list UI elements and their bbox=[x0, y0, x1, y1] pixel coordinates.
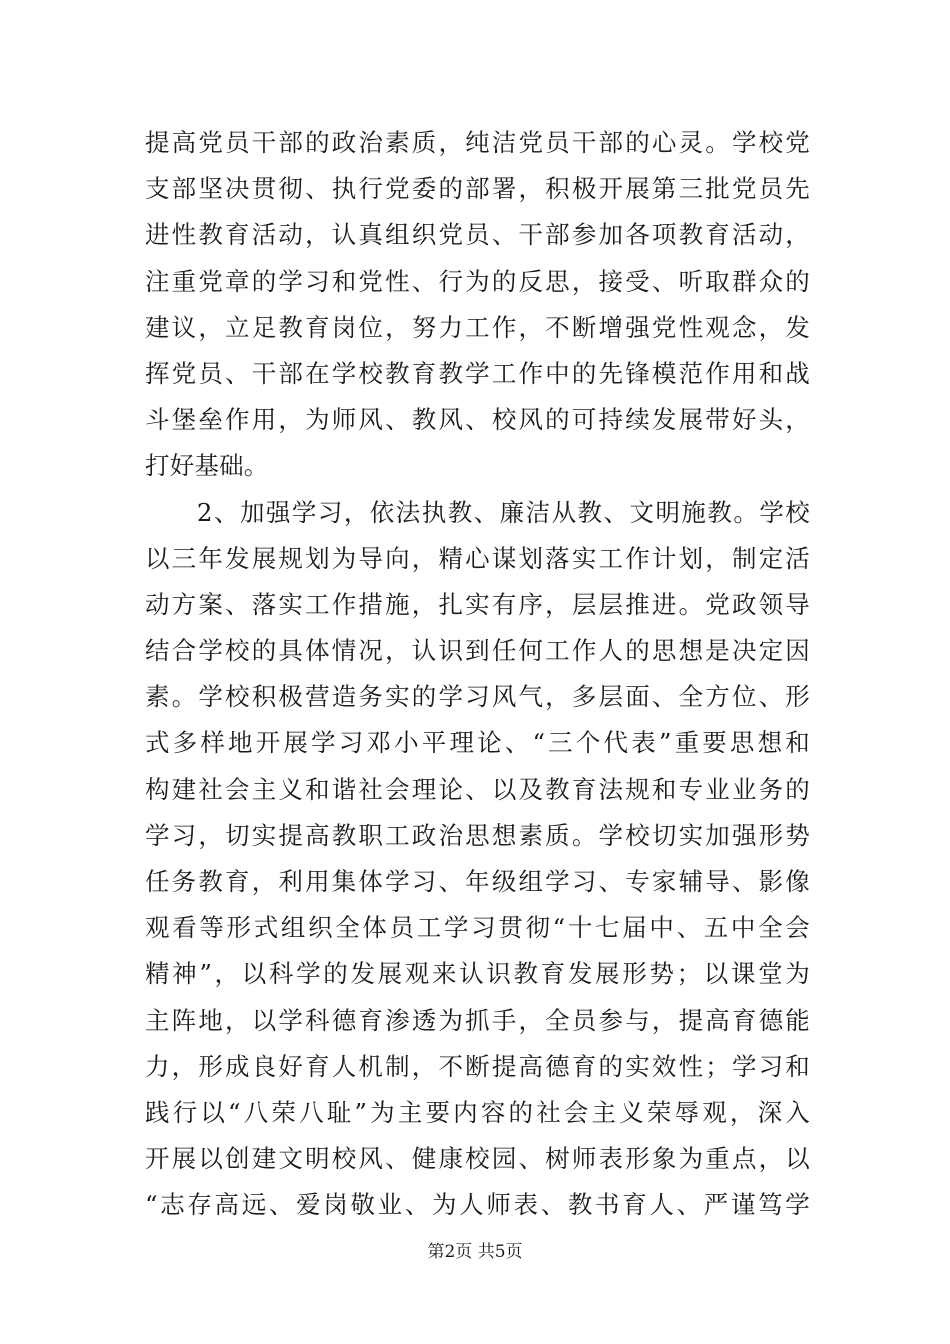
text-line: 素。学校积极营造务实的学习风气，多层面、全方位、形 bbox=[145, 682, 810, 712]
text-line: 力，形成良好育人机制，不断提高德育的实效性；学习和 bbox=[145, 1051, 810, 1081]
text-line: 观看等形式组织全体员工学习贯彻“十七届中、五中全会 bbox=[145, 913, 810, 943]
page-number-footer: 第2页 共5页 bbox=[427, 1242, 523, 1262]
text-line: 支部坚决贯彻、执行党委的部署，积极开展第三批党员先 bbox=[145, 174, 810, 204]
text-line: 主阵地，以学科德育渗透为抓手，全员参与，提高育德能 bbox=[145, 1005, 810, 1035]
document-body bbox=[145, 120, 810, 1229]
text-line: 2、加强学习，依法执教、廉洁从教、文明施教。学校 bbox=[145, 497, 810, 527]
text-line: 任务教育，利用集体学习、年级组学习、专家辅导、影像 bbox=[145, 867, 810, 896]
text-line: 精神”，以科学的发展观来认识教育发展形势；以课堂为 bbox=[145, 959, 810, 989]
text-line: 挥党员、干部在学校教育教学工作中的先锋模范作用和战 bbox=[145, 358, 810, 388]
text-line: 学习，切实提高教职工政治思想素质。学校切实加强形势 bbox=[145, 820, 810, 850]
text-line: 注重党章的学习和党性、行为的反思，接受、听取群众的 bbox=[145, 266, 810, 296]
text-line: 构建社会主义和谐社会理论、以及教育法规和专业业务的 bbox=[145, 774, 810, 804]
text-line: 提高党员干部的政治素质，纯洁党员干部的心灵。学校党 bbox=[145, 128, 810, 157]
text-line: 建议，立足教育岗位，努力工作，不断增强党性观念，发 bbox=[145, 312, 810, 342]
text-line: 斗堡垒作用，为师风、教风、校风的可持续发展带好头， bbox=[145, 405, 810, 435]
text-line: 进性教育活动，认真组织党员、干部参加各项教育活动， bbox=[145, 220, 810, 250]
text-line: 结合学校的具体情况，认识到任何工作人的思想是决定因 bbox=[145, 636, 810, 666]
text-line: 动方案、落实工作措施，扎实有序，层层推进。党政领导 bbox=[145, 589, 810, 619]
text-line: 开展以创建文明校风、健康校园、树师表形象为重点，以 bbox=[145, 1144, 810, 1174]
text-line: 式多样地开展学习邓小平理论、“三个代表”重要思想和 bbox=[145, 728, 810, 758]
text-line: 践行以“八荣八耻”为主要内容的社会主义荣辱观，深入 bbox=[145, 1097, 810, 1127]
text-line: 打好基础。 bbox=[145, 451, 269, 481]
text-line: “志存高远、爱岗敬业、为人师表、教书育人、严谨笃学 bbox=[145, 1190, 810, 1220]
text-line: 以三年发展规划为导向，精心谋划落实工作计划，制定活 bbox=[145, 543, 810, 573]
